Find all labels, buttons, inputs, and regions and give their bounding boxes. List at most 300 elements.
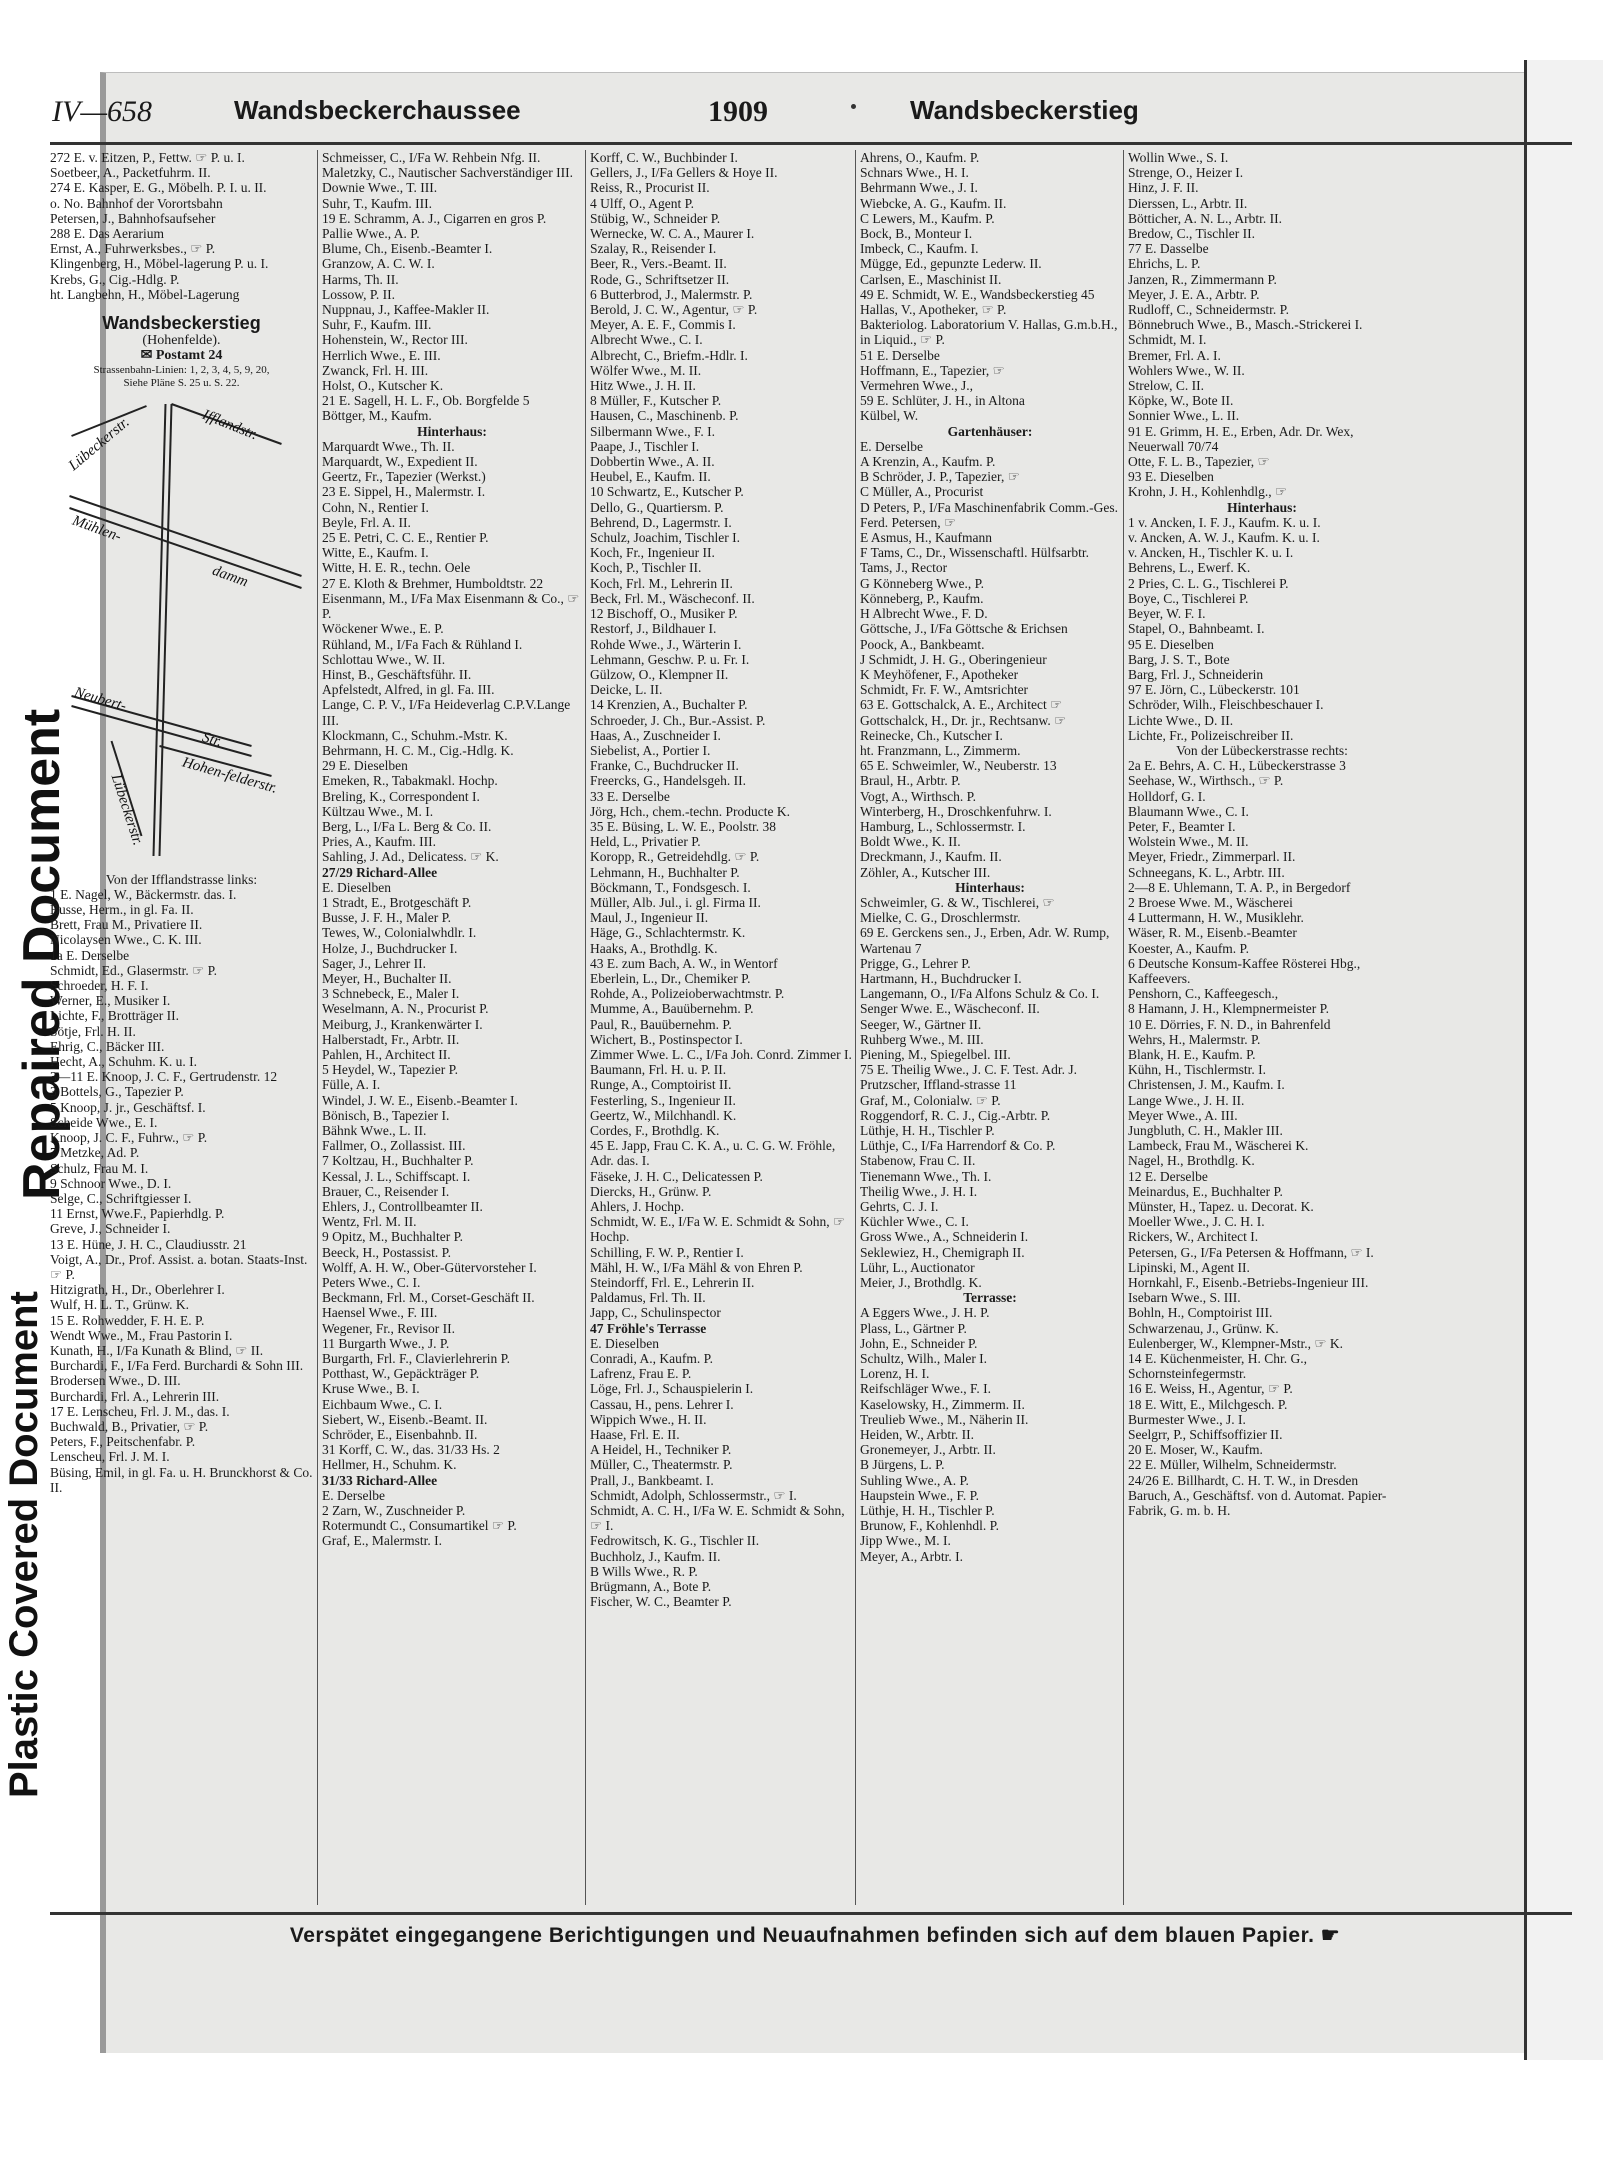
directory-entry: Barg, Frl. J., Schneiderin <box>1128 666 1264 682</box>
directory-entry: Schultz, Wilh., Maler I. <box>860 1351 988 1367</box>
directory-entry: Breling, K., Correspondent I. <box>322 788 480 804</box>
directory-entry: Baruch, A., Geschäftsf. von d. Automat. Papier-Fabrik, G. m. b. H. <box>1128 1487 1387 1519</box>
directory-entry: Emeken, R., Tabakmakl. Hochp. <box>322 773 498 789</box>
directory-entry: Eberlein, L., Dr., Chemiker P. <box>590 970 751 986</box>
directory-entry: Tams, J., Rector <box>860 560 948 576</box>
directory-entry: Piening, M., Spiegelbel. III. <box>860 1046 1011 1062</box>
directory-entry: 24/26 E. Billhardt, C. H. T. W., in Dresden <box>1128 1472 1359 1488</box>
directory-entry: Roggendorf, R. C. J., Cig.-Arbtr. P. <box>860 1107 1051 1123</box>
street-map <box>50 396 313 866</box>
directory-entry: Moeller Wwe., J. C. H. I. <box>1128 1214 1265 1230</box>
directory-entry: v. Ancken, H., Tischler K. u. I. <box>1128 545 1294 561</box>
directory-entry: 8 Müller, F., Kutscher P. <box>590 393 722 409</box>
directory-entry: Hinst, B., Geschäftsführ. II. <box>322 666 472 682</box>
directory-entry: Ahlers, J. Hochp. <box>590 1199 685 1215</box>
directory-entry: Krohn, J. H., Kohlenhdlg., ☞ <box>1128 484 1288 500</box>
directory-entry: Cordes, F., Brothdlg. K. <box>590 1123 720 1138</box>
directory-entry: Haas, A., Zuschneider I. <box>590 727 721 743</box>
map-label-muehlen: Mühlen- <box>70 512 124 545</box>
directory-entry: Fäseke, J. H. C., Delicatessen P. <box>590 1168 763 1184</box>
map-label-iffland: Ifflandstr. <box>200 406 260 444</box>
directory-entry: E Asmus, H., Kaufmann <box>860 530 992 546</box>
directory-entry: Lehmann, Geschw. P. u. Fr. I. <box>590 651 750 667</box>
directory-entry: Schmidt, Fr. F. W., Amtsrichter <box>860 682 1029 698</box>
directory-entry: Berold, J. C. W., Agentur, ☞ P. <box>590 302 758 318</box>
directory-entry: Suhr, F., Kaufm. III. <box>322 317 432 333</box>
directory-entry: Werner, E., Musiker I. <box>50 993 171 1009</box>
directory-entry: Steindorff, Frl. E., Lehrerin II. <box>590 1275 755 1291</box>
directory-entry: Nicolaysen Wwe., C. K. III. <box>50 932 202 948</box>
map-street-main-edge <box>154 404 166 856</box>
map-muehlendamm-edge <box>70 508 302 588</box>
column-1 <box>50 150 317 1905</box>
directory-entry: Langemann, O., I/Fa Alfons Schulz & Co. I. <box>860 986 1100 1002</box>
directory-entry: 25 E. Petri, C. C. E., Rentier P. <box>322 530 489 546</box>
directory-entry: Hartmann, H., Buchdrucker I. <box>860 970 1022 986</box>
directory-entry: Scheide Wwe., E. I. <box>50 1114 158 1130</box>
directory-entry: E. Dieselben <box>322 879 391 895</box>
directory-entry: Ernst, A., Fuhrwerksbes., ☞ P. <box>50 241 216 257</box>
directory-entry: Penshorn, C., Kaffeegesch., <box>1128 986 1279 1002</box>
directory-entry: Lafrenz, Frau E. P. <box>590 1366 692 1382</box>
directory-entry: 45 E. Japp, Frau C. K. A., u. C. G. W. Fröhle, Adr. das. I. <box>590 1138 838 1169</box>
directory-entry: Eisenmann, M., I/Fa Max Eisenmann & Co., ☞ P. <box>322 590 583 622</box>
directory-entry: Hitzigrath, H., Dr., Oberlehrer I. <box>50 1282 225 1298</box>
directory-entry: Burchardi, F., I/Fa Ferd. Burchardi & Sohn III. <box>50 1358 304 1374</box>
directory-entry: Gülzow, O., Klempner II. <box>590 666 729 682</box>
directory-entry: Schulz, Frau M. I. <box>50 1160 149 1176</box>
directory-entry: Löge, Frl. J., Schauspielerin I. <box>590 1381 754 1397</box>
directory-entry: Selge, C., Schriftgiesser I. <box>50 1190 192 1206</box>
directory-entry: Jungbluth, C. H., Makler III. <box>1128 1123 1283 1138</box>
directory-entry: Meyer, A. E. F., Commis I. <box>590 317 736 333</box>
directory-entry: Jörg, Hch., chem.-techn. Producte K. <box>590 803 790 819</box>
directory-entry: Isebarn Wwe., S. III. <box>1128 1290 1241 1306</box>
directory-entry: Boye, C., Tischlerei P. <box>1128 590 1249 606</box>
directory-entry: Terrasse: <box>963 1290 1017 1306</box>
directory-entry: Seelgrr, P., Schiffsoffizier II. <box>1128 1427 1283 1443</box>
street-title: Wandsbeckerchaussee <box>234 95 521 125</box>
directory-entry: Harms, Th. II. <box>322 271 399 287</box>
directory-entry: Runge, A., Comptoirist II. <box>590 1077 732 1093</box>
directory-entry: Schweimler, G. & W., Tischlerei, ☞ <box>860 894 1055 910</box>
directory-entry: 5 Knoop, J. jr., Geschäftsf. I. <box>50 1099 206 1115</box>
directory-entry: Könneberg, P., Kaufm. <box>860 590 984 606</box>
directory-entry: Ruhberg Wwe., M. III. <box>860 1031 984 1047</box>
directory-entry: Koch, P., Tischler II. <box>590 560 702 576</box>
directory-entry: Müller, Alb. Jul., i. gl. Firma II. <box>590 894 761 910</box>
directory-entry: Maul, J., Ingenieur II. <box>590 910 709 926</box>
directory-entry: Dreckmann, J., Kaufm. II. <box>860 849 1002 865</box>
directory-entry: 91 E. Grimm, H. E., Erben, Adr. Dr. Wex, Neuerwall 70/74 <box>1128 423 1357 454</box>
directory-entry: Greve, J., Schneider I. <box>50 1221 171 1237</box>
directory-entry: Sötje, Frl. H. II. <box>50 1023 136 1039</box>
directory-entry: Kruse Wwe., B. I. <box>322 1381 420 1397</box>
directory-entry: Buchholz, J., Kaufm. II. <box>590 1548 721 1564</box>
directory-entry: Beckmann, Frl. M., Corset-Geschäft II. <box>322 1290 535 1306</box>
directory-entry: Meinardus, E., Buchhalter P. <box>1128 1183 1283 1199</box>
footer-rule <box>50 1912 1572 1915</box>
directory-entry: Wulf, H. L. T., Grünw. K. <box>50 1297 190 1313</box>
directory-entry: 29 E. Dieselben <box>322 758 408 774</box>
directory-entry: Lange, C. P. V., I/Fa Heideverlag C.P.V.Lange III. <box>322 697 574 728</box>
directory-entry: Meyer, J. E. A., Arbtr. P. <box>1128 286 1260 302</box>
directory-entry: Vermehren Wwe., J., <box>860 378 973 394</box>
directory-entry: Hinz, J. F. II. <box>1128 180 1199 196</box>
directory-entry: Busse, J. F. H., Maler P. <box>322 910 452 926</box>
directory-entry: 27 E. Kloth & Brehmer, Humboldtstr. 22 <box>322 575 544 591</box>
directory-entry: Gronemeyer, J., Arbtr. II. <box>860 1442 996 1458</box>
directory-entry: Lipinski, M., Agent II. <box>1128 1259 1250 1275</box>
directory-entry: Reinecke, Ch., Kutscher I. <box>860 727 1003 743</box>
directory-entry: 6 Deutsche Konsum-Kaffee Rösterei Hbg., Kaffeevers. <box>1128 955 1364 986</box>
directory-entry: J Schmidt, J. H. G., Oberingenieur <box>860 651 1047 667</box>
directory-entry: Schilling, F. W. P., Rentier I. <box>590 1244 744 1260</box>
directory-entry: Meyer, H., Buchalter II. <box>322 970 452 986</box>
directory-entry: Wohlers Wwe., W. II. <box>1128 362 1245 378</box>
directory-entry: Münster, H., Tapez. u. Decorat. K. <box>1128 1199 1314 1215</box>
directory-entry: Lossow, P. II. <box>322 286 396 302</box>
directory-entry: B Wills Wwe., R. P. <box>590 1563 698 1579</box>
directory-entry: Soetbeer, A., Packetfuhrm. II. <box>50 165 211 181</box>
directory-entry: B Schröder, J. P., Tapezier, ☞ <box>860 469 1020 485</box>
directory-entry: Marquardt, W., Expedient II. <box>322 454 478 470</box>
directory-entry: Hellmer, H., Schuhm. K. <box>322 1457 457 1473</box>
directory-entry: Witte, H. E. R., techn. Oele <box>322 560 471 576</box>
column-3 <box>585 150 852 1905</box>
directory-entry: Fischer, W. C., Beamter P. <box>590 1594 732 1610</box>
directory-entry: Klockmann, C., Schuhm.-Mstr. K. <box>322 727 508 743</box>
directory-entry: Wichert, B., Postinspector I. <box>590 1031 743 1047</box>
directory-entry: Bähnk Wwe., L. II. <box>322 1123 427 1138</box>
directory-entry: Kültzau Wwe., M. I. <box>322 803 434 819</box>
directory-entry: 12 E. Derselbe <box>1128 1168 1208 1184</box>
directory-entry: Barg, J. S. T., Bote <box>1128 651 1230 667</box>
directory-entry: Suhr, T., Kaufm. III. <box>322 195 432 211</box>
footer-note: Verspätet eingegangene Berichtigungen und Neuaufnahmen befinden sich auf dem blauen Papier. ☛ <box>289 1924 1341 1947</box>
directory-entry: E. Derselbe <box>322 1487 385 1503</box>
map-label-str: Str. <box>200 729 224 750</box>
directory-entry: Eulenberger, W., Klempner-Mstr., ☞ K. <box>1128 1335 1344 1351</box>
directory-entry: Lüthje, H. H., Tischler P. <box>860 1123 995 1138</box>
directory-entry: Pries, A., Kaufm. III. <box>322 834 436 850</box>
directory-entry: Japp, C., Schulinspector <box>590 1305 721 1321</box>
directory-entry: Holze, J., Buchdrucker I. <box>322 940 458 956</box>
directory-entry: Rudloff, C., Schneidermstr. P. <box>1128 302 1290 318</box>
directory-entry: 19 E. Schramm, A. J., Cigarren en gros P. <box>322 210 547 226</box>
directory-entry: Festerling, S., Ingenieur II. <box>590 1092 736 1108</box>
directory-entry: Witte, E., Kaufm. I. <box>322 545 429 561</box>
directory-entry: 3 Bottels, G., Tapezier P. <box>50 1084 184 1100</box>
directory-columns <box>50 150 1395 1905</box>
directory-entry: Busse, Herm., in gl. Fa. II. <box>50 902 194 918</box>
directory-entry: v. Ancken, A. W. J., Kaufm. K. u. I. <box>1128 530 1320 546</box>
directory-entry: Szalay, R., Reisender I. <box>590 241 717 257</box>
directory-entry: Albrecht Wwe., C. I. <box>590 332 703 348</box>
directory-entry: Müller, C., Theatermstr. P. <box>590 1457 733 1473</box>
directory-entry: Behrens, L., Ewerf. K. <box>1128 560 1251 576</box>
directory-entry: 2 Broese Wwe. M., Wäscherei <box>1128 894 1293 910</box>
directory-entry: Beyle, Frl. A. II. <box>322 514 411 530</box>
directory-entry: Wentz, Frl. M. II. <box>322 1214 417 1230</box>
directory-entry: G Könneberg Wwe., P. <box>860 575 984 591</box>
directory-entry: Schröder, Wilh., Fleischbeschauer I. <box>1128 697 1324 713</box>
directory-entry: 33 E. Derselbe <box>590 788 670 804</box>
plan-reference: Siehe Pläne S. 25 u. S. 22. <box>123 376 240 389</box>
directory-entry: Korff, C. W., Buchbinder I. <box>590 150 738 165</box>
map-label-neubert: Neubert- <box>72 684 129 715</box>
directory-entry: 3 Schnebeck, E., Maler I. <box>322 986 460 1002</box>
directory-entry: Schneegans, K. L., Arbtr. III. <box>1128 864 1285 880</box>
column-4 <box>855 150 1120 1905</box>
directory-entry: Nuppnau, J., Kaffee-Makler II. <box>322 302 490 318</box>
directory-entry: Berg, L., I/Fa L. Berg & Co. II. <box>322 818 492 834</box>
directory-entry: Blank, H. E., Kaufm. P. <box>1128 1046 1256 1062</box>
directory-entry: Schnars Wwe., H. I. <box>860 165 969 181</box>
directory-entry: Burmester Wwe., J. I. <box>1128 1411 1246 1427</box>
directory-entry: Schröder, E., Eisenbahnb. II. <box>322 1427 478 1443</box>
directory-entry: 95 E. Dieselben <box>1128 636 1214 652</box>
directory-entry: Zwanck, Frl. H. III. <box>322 362 429 378</box>
directory-entry: 21 E. Sagell, H. L. F., Ob. Borgfelde 5 <box>322 393 530 409</box>
directory-entry: 31/33 Richard-Allee <box>322 1472 438 1488</box>
directory-entry: Silbermann Wwe., F. I. <box>590 423 716 439</box>
directory-entry: Böckmann, T., Fondsgesch. I. <box>590 879 751 895</box>
directory-entry: Schulz, Joachim, Tischler I. <box>590 530 740 546</box>
directory-entry: Reiss, R., Procurist II. <box>590 180 710 196</box>
directory-entry: 10 Schwartz, E., Kutscher P. <box>590 484 744 500</box>
directory-entry: Blaumann Wwe., C. I. <box>1128 803 1249 819</box>
directory-entry: Hinterhaus: <box>1227 499 1297 515</box>
directory-entry: Fallmer, O., Zollassist. III. <box>322 1138 466 1154</box>
directory-entry: Windel, J. W. E., Eisenb.-Beamter I. <box>322 1092 518 1108</box>
directory-entry: Ehlers, J., Controllbeamter II. <box>322 1199 483 1215</box>
directory-entry: Brodersen Wwe., D. III. <box>50 1373 181 1389</box>
directory-entry: Gartenhäuser: <box>947 423 1033 439</box>
directory-entry: 22 E. Müller, Wilhelm, Schneidermstr. <box>1128 1457 1337 1473</box>
directory-entry: Klingenberg, H., Möbel-lagerung P. u. I. <box>50 256 269 272</box>
directory-entry: Burchardi, Frl. A., Lehrerin III. <box>50 1388 220 1404</box>
directory-entry: Koropp, R., Getreidehdlg. ☞ P. <box>590 849 760 865</box>
directory-entry: Krebs, G., Cig.-Hdlg. P. <box>50 271 180 287</box>
directory-entry: Schmidt, A. C. H., I/Fa W. E. Schmidt & Sohn, ☞ I. <box>590 1503 849 1534</box>
directory-entry: Sonnier Wwe., L. II. <box>1128 408 1240 424</box>
directory-entry: Apfelstedt, Alfred, in gl. Fa. III. <box>322 682 495 698</box>
directory-entry: Stapel, O., Bahnbeamt. I. <box>1128 621 1265 637</box>
directory-entry: Hohenstein, W., Rector III. <box>322 332 468 348</box>
directory-entry: Brunow, F., Kohlenhdl. P. <box>860 1518 1000 1534</box>
directory-entry: Mügge, Ed., gepunzte Lederw. II. <box>860 256 1042 272</box>
directory-entry: Christensen, J. M., Kaufm. I. <box>1128 1077 1285 1093</box>
directory-entry: Siebelist, A., Portier I. <box>590 742 711 758</box>
directory-entry: Hecht, A., Schuhm. K. u. I. <box>50 1054 197 1070</box>
directory-entry: Senger Wwe. E., Wäscheconf. II. <box>860 1001 1040 1017</box>
directory-entry: Holldorf, G. I. <box>1128 788 1206 804</box>
directory-entry: Potthast, W., Gepäckträger P. <box>322 1366 480 1382</box>
directory-entry: Franke, C., Buchdrucker II. <box>590 758 739 774</box>
directory-entry: 6 Butterbrod, J., Malermstr. P. <box>590 286 753 302</box>
directory-entry: Göttsche, J., I/Fa Göttsche & Erichsen <box>860 621 1068 637</box>
directory-entry: Held, L., Privatier P. <box>590 834 701 850</box>
directory-entry: Stübig, W., Schneider P. <box>590 210 721 226</box>
directory-entry: Meiburg, J., Krankenwärter I. <box>322 1016 483 1032</box>
directory-entry: Behrend, D., Lagermstr. I. <box>590 514 732 530</box>
directory-entry: Kessal, J. L., Schiffscapt. I. <box>322 1168 471 1184</box>
directory-entry: Stabenow, Frau C. II. <box>860 1153 976 1169</box>
directory-entry: Wollin Wwe., S. I. <box>1128 150 1229 165</box>
directory-entry: Wendt Wwe., M., Frau Pastorin I. <box>50 1327 233 1343</box>
column-5 <box>1123 150 1396 1905</box>
directory-entry: 14 E. Küchenmeister, H. Chr. G., Schornsteinfegermstr. <box>1128 1351 1311 1382</box>
directory-entry: Rickers, W., Architect I. <box>1128 1229 1259 1245</box>
directory-entry: 3—11 E. Knoop, J. C. F., Gertrudenstr. 12 <box>50 1069 278 1085</box>
directory-entry: K Meyhöfener, F., Apotheker <box>860 666 1019 682</box>
directory-entry: Brett, Frau M., Privatiere II. <box>50 917 203 933</box>
directory-entry: Ehrichs, L. P. <box>1128 256 1201 272</box>
directory-entry: Lorenz, H. I. <box>860 1366 930 1382</box>
directory-entry: Schwarzenau, J., Grünw. K. <box>1128 1320 1279 1336</box>
directory-entry: Lühr, L., Auctionator <box>860 1259 975 1275</box>
directory-entry: Baumann, Frl. H. u. P. II. <box>590 1062 727 1078</box>
adjacent-page-edge <box>1524 60 1603 2060</box>
directory-entry: Voigt, A., Dr., Prof. Assist. a. botan. Staats-Inst. ☞ P. <box>50 1251 311 1282</box>
directory-entry: 4 Ulff, O., Agent P. <box>590 195 695 211</box>
directory-entry: 4 Luttermann, H. W., Musiklehr. <box>1128 910 1304 926</box>
directory-entry: Büsing, Emil, in gl. Fa. u. H. Brunckhorst & Co. II. <box>50 1464 316 1495</box>
directory-entry: Lichte, Fr., Polizeischreiber II. <box>1128 727 1294 743</box>
directory-entry: F Tams, C., Dr., Wissenschaftl. Hülfsarbtr. <box>860 545 1089 561</box>
directory-entry: Wolstein Wwe., M. II. <box>1128 834 1249 850</box>
directory-entry: Hinterhaus: <box>417 423 487 439</box>
directory-entry: B Jürgens, L. P. <box>860 1457 945 1473</box>
directory-entry: Schmidt, W. E., I/Fa W. E. Schmidt & Sohn, ☞ Hochp. <box>590 1214 849 1245</box>
directory-entry: Albrecht, C., Briefm.-Hdlr. I. <box>590 347 748 363</box>
directory-entry: 14 Krenzien, A., Buchalter P. <box>590 697 748 713</box>
directory-entry: Boldt Wwe., K. II. <box>860 834 961 850</box>
directory-entry: 63 E. Gottschalck, A. E., Architect ☞ <box>860 697 1063 713</box>
directory-entry: 2 Zarn, W., Zuschneider P. <box>322 1503 466 1519</box>
header-rule <box>50 142 1572 145</box>
directory-entry: Hinterhaus: <box>955 879 1025 895</box>
directory-entry: 9 Opitz, M., Buchhalter P. <box>322 1229 463 1245</box>
directory-entry: Imbeck, C., Kaufm. I. <box>860 241 979 257</box>
directory-entry: 288 E. Das Aerarium <box>50 226 164 242</box>
directory-entry: Lichte Wwe., D. II. <box>1128 712 1234 728</box>
directory-entry: A Heidel, H., Techniker P. <box>590 1442 732 1458</box>
directory-entry: 1 v. Ancken, I. F. J., Kaufm. K. u. I. <box>1128 514 1321 530</box>
directory-entry: 93 E. Dieselben <box>1128 469 1214 485</box>
directory-entry: Prigge, G., Lehrer P. <box>860 955 971 971</box>
directory-entry: Schmidt, Ed., Glasermstr. ☞ P. <box>50 962 217 978</box>
directory-entry: Von der Ifflandstrasse links: <box>105 871 258 887</box>
directory-entry: Cassau, H., pens. Lehrer I. <box>590 1396 734 1412</box>
directory-entry: Rotermundt C., Consumartikel ☞ P. <box>322 1518 517 1534</box>
directory-entry: Hoffmann, E., Tapezier, ☞ <box>860 362 1005 378</box>
directory-entry: Paul, R., Bauübernehm. P. <box>590 1016 732 1032</box>
directory-entry: Treulieb Wwe., M., Näherin II. <box>860 1411 1029 1427</box>
directory-entry: Meier, J., Brothdlg. K. <box>860 1275 982 1291</box>
directory-entry: A Eggers Wwe., J. H. P. <box>860 1305 990 1321</box>
directory-entry: Sager, J., Lehrer II. <box>322 955 427 971</box>
directory-entry: 77 E. Dasselbe <box>1128 241 1209 257</box>
tram-lines: Strassenbahn-Linien: 1, 2, 3, 4, 5, 9, 20, <box>93 363 270 376</box>
directory-entry: Lenscheu, Frl. J. M. I. <box>50 1449 170 1465</box>
directory-entry: Gellers, J., I/Fa Gellers & Hoye II. <box>590 165 778 181</box>
year: 1909 <box>708 95 768 128</box>
directory-entry: H Albrecht Wwe., F. D. <box>860 606 988 622</box>
directory-entry: Lüthje, H. H., Tischler P. <box>860 1503 995 1519</box>
directory-entry: Maletzky, C., Nautischer Sachverständiger III. <box>322 165 574 181</box>
directory-entry: Reifschläger Wwe., F. I. <box>860 1381 992 1397</box>
directory-entry: Haupstein Wwe., F. P. <box>860 1487 980 1503</box>
directory-entry: Schmidt, Adolph, Schlossermstr., ☞ I. <box>590 1487 797 1503</box>
directory-entry: Beck, Frl. M., Wäscheconf. II. <box>590 590 755 606</box>
directory-entry: Jipp Wwe., M. I. <box>860 1533 951 1549</box>
directory-entry: ht. Langbehn, H., Möbel-Lagerung <box>50 286 240 302</box>
directory-entry: Schmidt, M. I. <box>1128 332 1207 348</box>
directory-entry: Beyer, W. F. I. <box>1128 606 1206 622</box>
directory-entry: Seklewiez, H., Chemigraph II. <box>860 1244 1025 1260</box>
directory-entry: 11 Burgarth Wwe., J. P. <box>322 1335 450 1351</box>
section-title: Wandsbeckerstieg <box>910 95 1139 125</box>
directory-entry: Burgarth, Frl. F., Clavierlehrerin P. <box>322 1351 511 1367</box>
page-number: IV—658 <box>52 95 152 128</box>
directory-entry: Wäser, R. M., Eisenb.-Beamter <box>1128 925 1297 941</box>
directory-entry: Cohn, N., Rentier I. <box>322 499 429 515</box>
map-label-luebecker: Lübeckerstr. <box>65 414 133 474</box>
directory-entry: Janzen, R., Zimmermann P. <box>1128 271 1277 287</box>
directory-entry: 2 Pries, C. L. G., Tischlerei P. <box>1128 575 1289 591</box>
directory-entry: Wöckener Wwe., E. P. <box>322 621 444 637</box>
directory-entry: Koch, Frl. M., Lehrerin II. <box>590 575 733 591</box>
directory-entry: Behrmann, H. C. M., Cig.-Hdlg. K. <box>322 742 514 758</box>
directory-entry: Lichte, F., Brotträger II. <box>50 1008 180 1024</box>
directory-entry: Tewes, W., Colonialwhdlr. I. <box>322 925 477 941</box>
directory-entry: Mähl, H. W., I/Fa Mähl & von Ehren P. <box>590 1259 803 1275</box>
directory-entry: Carlsen, E., Maschinist II. <box>860 271 1002 287</box>
directory-entry: 272 E. v. Eitzen, P., Fettw. ☞ P. u. I. <box>50 150 245 165</box>
directory-entry: John, E., Schneider P. <box>860 1335 978 1351</box>
directory-entry: Herrlich Wwe., E. III. <box>322 347 441 363</box>
directory-entry: Hausen, C., Maschinenb. P. <box>590 408 739 424</box>
directory-entry: 16 E. Weiss, H., Agentur, ☞ P. <box>1128 1381 1293 1397</box>
directory-entry: ht. Franzmann, L., Zimmerm. <box>860 742 1021 758</box>
directory-entry: Nagel, H., Brothdlg. K. <box>1128 1153 1255 1169</box>
directory-entry: Wölfer Wwe., M. II. <box>590 362 702 378</box>
directory-entry: Petersen, J., Bahnhofsaufseher <box>50 210 216 226</box>
directory-entry: Theilig Wwe., J. H. I. <box>860 1183 978 1199</box>
directory-entry: Heiden, W., Arbtr. II. <box>860 1427 974 1443</box>
directory-entry: Holst, O., Kutscher K. <box>322 378 444 394</box>
directory-entry: Deicke, L. II. <box>590 682 663 698</box>
directory-entry: Beeck, H., Postassist. P. <box>322 1244 452 1260</box>
directory-entry: Siebert, W., Eisenb.-Beamt. II. <box>322 1411 488 1427</box>
directory-entry: Otte, F. L. B., Tapezier, ☞ <box>1128 454 1270 470</box>
directory-entry: Vogt, A., Wirthsch. P. <box>860 788 976 804</box>
map-label-luebecker-south: Lübeckerstr. <box>107 771 146 848</box>
street-block-title: Wandsbeckerstieg <box>102 313 261 334</box>
directory-entry: Restorf, J., Bildhauer I. <box>590 621 717 637</box>
directory-entry: Schmeisser, C., I/Fa W. Rehbein Nfg. II. <box>322 150 541 165</box>
directory-entry: Petersen, G., I/Fa Petersen & Hoffmann, ☞ I. <box>1128 1244 1374 1260</box>
directory-entry: Geertz, W., Milchhandl. K. <box>590 1107 737 1123</box>
directory-entry: Dello, G., Quartiersm. P. <box>590 499 724 515</box>
directory-entry: Häge, G., Schlachtermstr. K. <box>590 925 746 941</box>
directory-entry: Gehrts, C. J. I. <box>860 1199 939 1215</box>
directory-entry: Freercks, G., Handelsgeh. II. <box>590 773 746 789</box>
directory-entry: Pallie Wwe., A. P. <box>322 226 420 242</box>
directory-entry: Bremer, Frl. A. I. <box>1128 347 1221 363</box>
